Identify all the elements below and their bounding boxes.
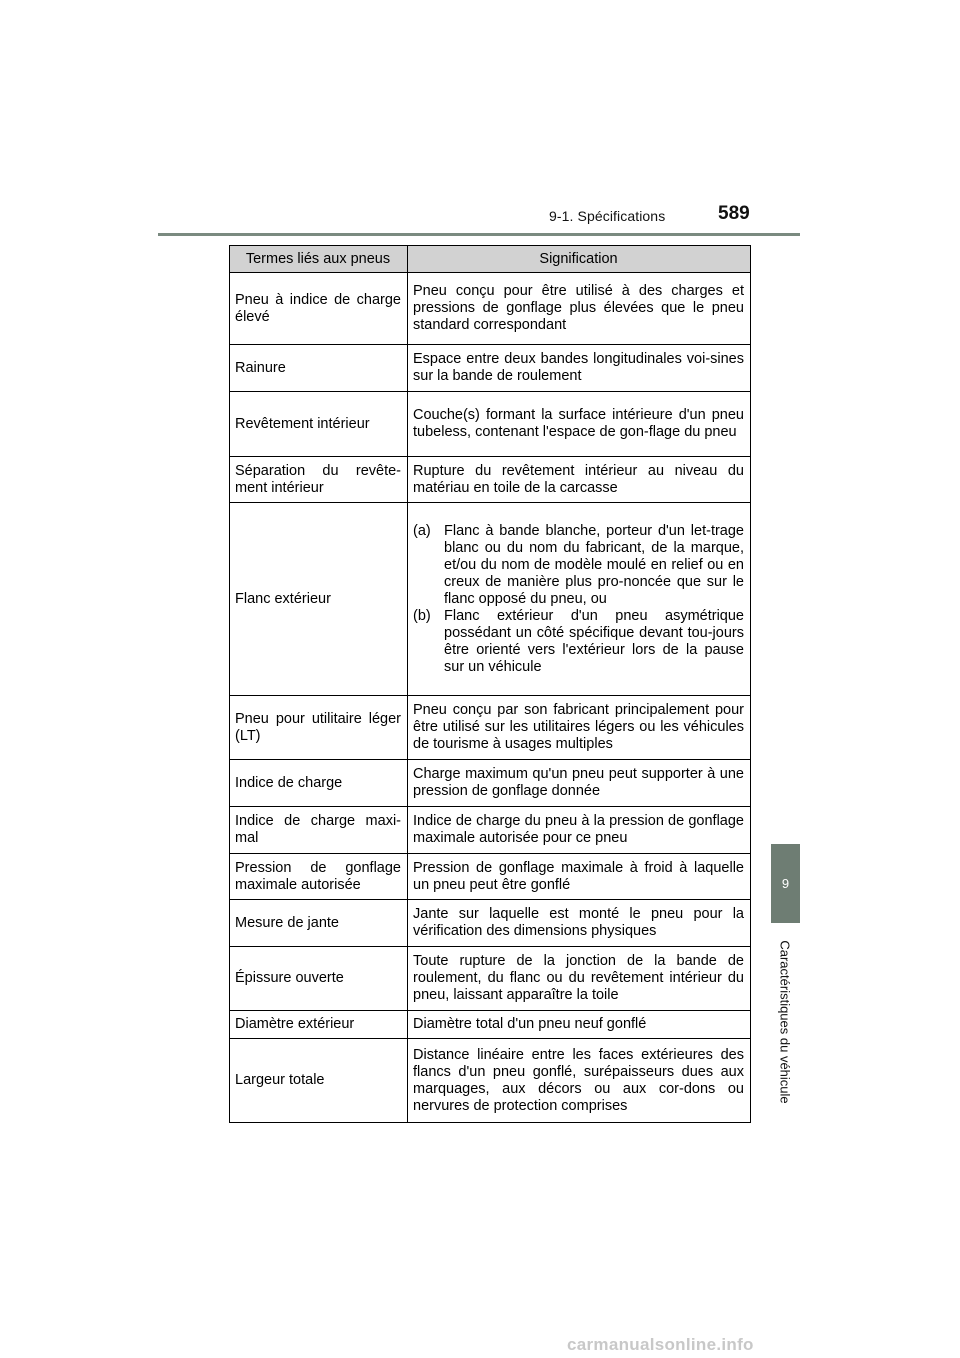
table-row xyxy=(230,503,751,696)
table-row xyxy=(230,947,751,1011)
meaning-cell: Indice de charge du pneu à la pression de gonflage maximale autorisée pour ce pneu xyxy=(408,807,751,854)
list-marker: (b) xyxy=(413,607,431,624)
term-cell: Largeur totale xyxy=(230,1039,408,1123)
meaning-cell: Pneu conçu par son fabricant principalement pour être utilisé sur les utilitaires légers ou les véhicules de tourisme à usages multiples xyxy=(408,696,751,760)
meaning-cell: Diamètre total d'un pneu neuf gonflé xyxy=(408,1011,751,1039)
list-text: Flanc à bande blanche, porteur d'un let-trage blanc ou du nom du fabricant, de la marque, et/ou du nom de modèle moulé en relief ou en creux de manière plus pro-noncée que sur le flanc opposé du pneu, ou xyxy=(444,522,744,607)
meaning-cell: Pneu conçu pour être utilisé à des charges et pressions de gonflage plus élevées que le pneu standard correspondant xyxy=(408,273,751,345)
term-cell: Épissure ouverte xyxy=(230,947,408,1011)
meaning-cell: Toute rupture de la jonction de la bande de roulement, du flanc ou du revêtement intérieur du pneu, laissant apparaître la toile xyxy=(408,947,751,1011)
list-item xyxy=(413,523,744,608)
table-header-row xyxy=(230,246,751,273)
table-row xyxy=(230,345,751,392)
watermark: carmanualsonline.info xyxy=(567,1335,754,1354)
meaning-cell: Rupture du revêtement intérieur au niveau du matériau en toile de la carcasse xyxy=(408,457,751,503)
list-text: Flanc extérieur d'un pneu asymétrique possédant un côté spécifique devant tou-jours être orienté vers l'extérieur lors de la pause sur un véhicule xyxy=(444,607,744,675)
meaning-cell: Couche(s) formant la surface intérieure d'un pneu tubeless, contenant l'espace de gon-flage du pneu xyxy=(408,392,751,457)
term-cell: Pression de gonflage maximale autorisée xyxy=(230,854,408,900)
meaning-cell xyxy=(408,503,751,696)
table-row xyxy=(230,696,751,760)
table-row xyxy=(230,392,751,457)
chapter-tab xyxy=(771,844,800,923)
table-row xyxy=(230,760,751,807)
table-row xyxy=(230,1039,751,1123)
table-row xyxy=(230,1011,751,1039)
term-cell: Indice de charge maxi-mal xyxy=(230,807,408,854)
term-cell: Revêtement intérieur xyxy=(230,392,408,457)
term-cell: Indice de charge xyxy=(230,760,408,807)
chapter-tab-number: 9 xyxy=(781,876,790,891)
meaning-cell: Jante sur laquelle est monté le pneu pour la vérification des dimensions physiques xyxy=(408,900,751,947)
term-cell: Mesure de jante xyxy=(230,900,408,947)
term-cell: Pneu pour utilitaire léger (LT) xyxy=(230,696,408,760)
table-row xyxy=(230,854,751,900)
section-title: 9-1. Spécifications xyxy=(549,208,666,224)
table-row xyxy=(230,900,751,947)
meaning-cell: Pression de gonflage maximale à froid à laquelle un pneu peut être gonflé xyxy=(408,854,751,900)
meaning-cell: Charge maximum qu'un pneu peut supporter à une pression de gonflage donnée xyxy=(408,760,751,807)
tire-terms-table xyxy=(229,245,751,1123)
column-header-meaning: Signification xyxy=(408,246,751,273)
meaning-cell: Distance linéaire entre les faces extérieures des flancs d'un pneu gonflé, surépaisseurs dues aux marquages, aux décors ou aux cor-dons ou nervures de protection comprises xyxy=(408,1039,751,1123)
page-number: 589 xyxy=(718,203,750,224)
term-cell: Rainure xyxy=(230,345,408,392)
header-divider xyxy=(158,233,800,236)
term-cell: Flanc extérieur xyxy=(230,503,408,696)
term-cell: Séparation du revête-ment intérieur xyxy=(230,457,408,503)
meaning-cell: Espace entre deux bandes longitudinales voi-sines sur la bande de roulement xyxy=(408,345,751,392)
term-cell: Pneu à indice de charge élevé xyxy=(230,273,408,345)
term-cell: Diamètre extérieur xyxy=(230,1011,408,1039)
list-item xyxy=(413,608,744,676)
table-row xyxy=(230,273,751,345)
table-row xyxy=(230,457,751,503)
table-row xyxy=(230,807,751,854)
column-header-terms: Termes liés aux pneus xyxy=(230,246,408,273)
chapter-side-label: Caractéristiques du véhicule xyxy=(777,940,793,1104)
list-marker: (a) xyxy=(413,522,431,539)
